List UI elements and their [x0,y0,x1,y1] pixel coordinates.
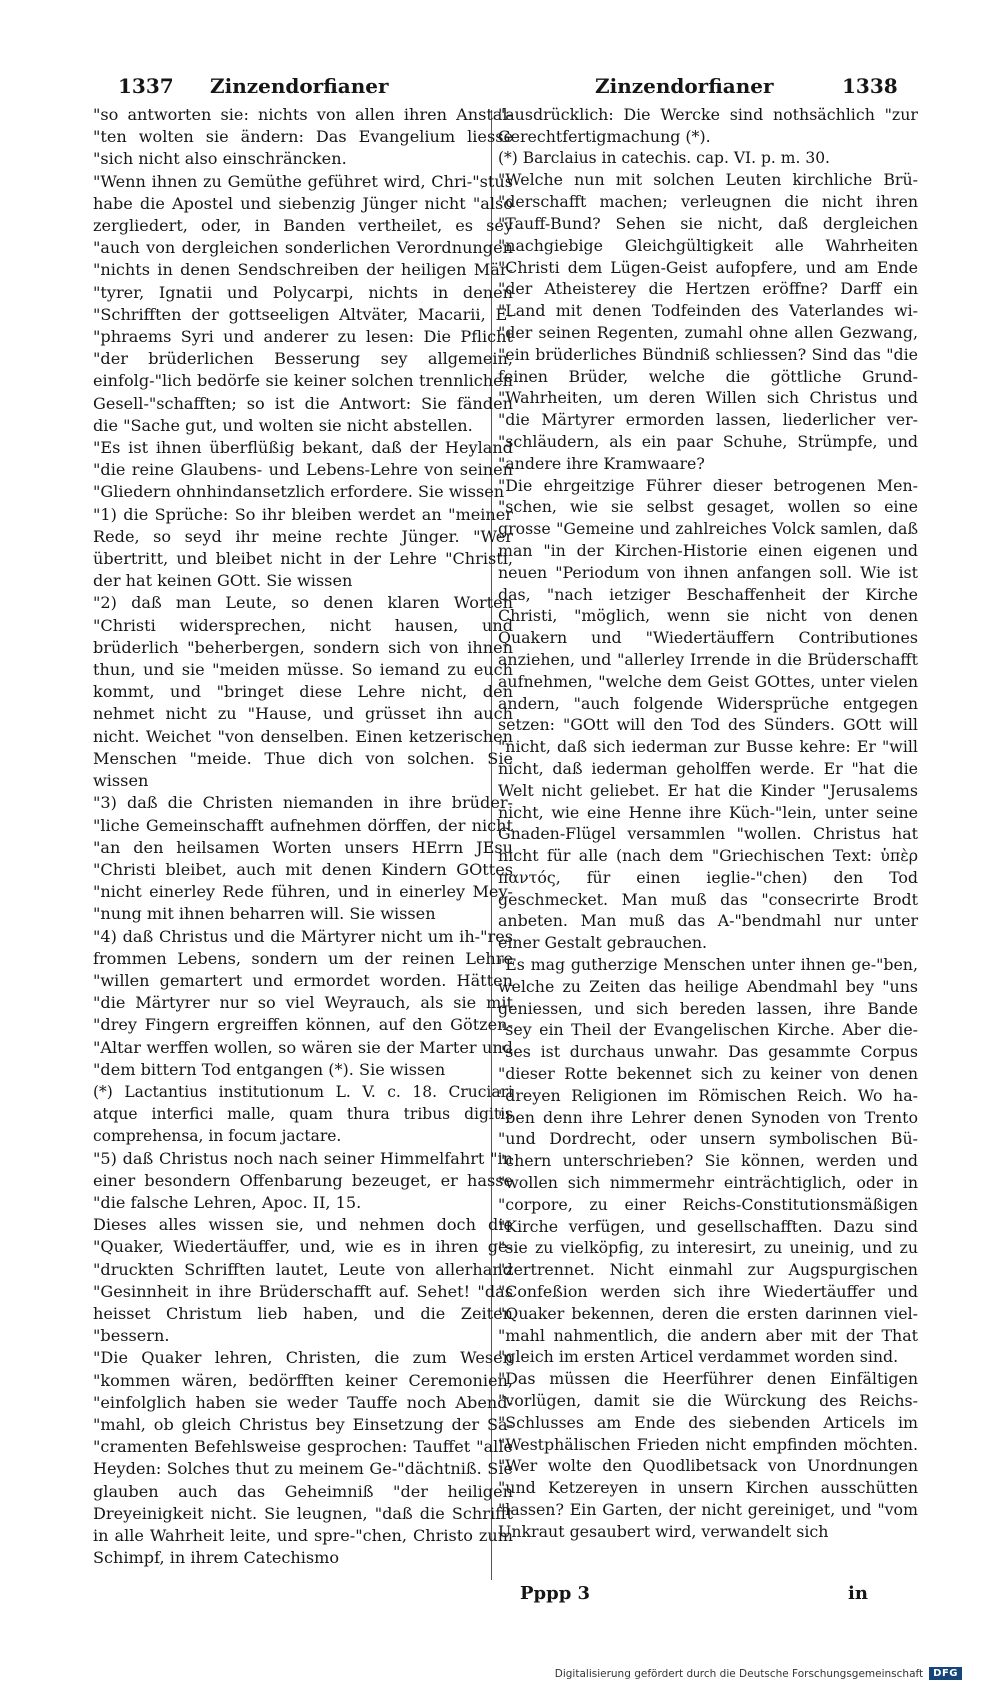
digitization-credit [555,1667,962,1680]
paragraph: "so antworten sie: nichts von allen ihren Anstal-"ten wolten sie ändern: Das Evangelium liesse "sich nicht also einschräncken. [93,105,513,169]
left-column [93,104,513,1569]
signature-mark: Pppp 3 [520,1583,591,1604]
catchword: in [848,1583,868,1604]
paragraph: "Welche nun mit solchen Leuten kirchliche Brü-"derschafft machen; verleugnen die nicht ihren "Tauff-Bund? Sehen sie nicht, daß dergleichen "nachgiebige Gleichgültigkeit alle Wahrheiten "Christi dem Lügen-Geist aufopfere, und am Ende "der Atheisterey die Hertzen eröffne? Darff ein "Land mit denen Todfeinden des Vaterlandes wi-"der seinen Regenten, zumahl ohne allen Gezwang, "ein brüderliches Bündniß schliessen? Sind das "die feinen Brüder, welche die göttliche Grund-"Wahrheiten, um deren Willen sich Christus und "die Märtyrer ermorden lassen, liederlicher ver-"schläudern, als ein paar Schuhe, Strümpfe, und "andere ihre Kramwaare? [498,170,918,473]
footnote: (*) Barclaius in catechis. cap. VI. p. m. 30. [498,148,830,167]
paragraph: "Es ist ihnen überflüßig bekant, daß der Heyland "die reine Glaubens- und Lebens-Lehre von seinen "Gliedern ohnhindansetzlich erfordere. Sie wissen [93,438,513,502]
left-running-title: Zinzendorfianer [210,74,389,98]
paragraph: "Es mag gutherzige Menschen unter ihnen ge-"ben, welche zu Zeiten das heilige Abendmahl bey "uns geniessen, und sich bereden lassen, ihre Bande "sey ein Theil der Evangelischen Kirche. Aber die-"ses ist durchaus unwahr. Das gesammte Corpus "dieser Rotte bekennet sich zu keiner von denen "dreyen Religionen im Römischen Reich. Wo ha-"ben denn ihre Lehrer denen Synoden von Trento "und Dordrecht, oder unsern symbolischen Bü-"chern unterschrieben? Sie können, werden und "wollen sich nimmermehr einträchtiglich, oder in "corpore, zu einer Reichs-Constitutionsmäßigen "Kirche verfügen, und gesellschafften. Dazu sind "sie zu vielköpfig, zu interesirt, zu uneinig, und zu "zertrennet. Nicht einmahl zur Augspurgischen "Confeßion werden sich ihre Wiedertäuffer und "Quaker bekennen, deren die ersten darinnen viel-"mahl nahmentlich, die andern aber mit der That "gleich im ersten Articel verdammet worden sind. [498,955,918,1367]
paragraph: "Die ehrgeitzige Führer dieser betrogenen Men-"schen, wie sie selbst gesaget, wollen so eine grosse "Gemeine und zahlreiches Volck samlen, daß man "in der Kirchen-Historie einen eigenen und neuen "Periodum von ihnen anfangen soll. Wie ist das, "nach ietziger Beschaffenheit der Kirche Christi, "möglich, wenn sie nicht von denen Quakern und "Wiedertäuffern Contributiones anziehen, und "allerley Irrende in die Brüderschafft aufnehmen, "welche dem Geist GOttes, unter vielen andern, "auch folgende Widersprüche entgegen setzen: "GOtt will den Tod des Sünders. GOtt will "nicht, daß sich iederman zur Busse kehre: Er "will nicht, daß iederman geholffen werde. Er "hat die Welt nicht geliebet. Er hat die Kinder "Jerusalems nicht, wie eine Henne ihre Küch-"lein, unter seine Gnaden-Flügel versammlen "wollen. Christus hat nicht für alle (nach dem "Griechischen Text: ὑπὲρ παντός, für einen ieglie-"chen) den Tod geschmecket. Man muß das "consecrirte Brodt anbeten. Man muß das A-"bendmahl nur unter einer Gestalt gebrauchen. [498,475,918,953]
credit-text: Digitalisierung gefördert durch die Deutsche Forschungsgemeinschaft [554,1667,924,1680]
footnote: (*) Lactantius institutionum L. V. c. 18. Cruciari atque interfici malle, quam thura tribus digitis comprehensa, in focum jactare. [93,1082,513,1146]
paragraph: "5) daß Christus noch nach seiner Himmelfahrt "in einer besondern Offenbarung bezeuget, er hasse "die falsche Lehren, Apoc. II, 15. [93,1148,513,1212]
left-page-number: 1337 [118,74,174,98]
dfg-logo: DFG [929,1667,962,1680]
paragraph: "ausdrücklich: Die Wercke sind nothsächlich "zur Gerechtfertigmachung (*). [498,105,918,146]
paragraph: "2) daß man Leute, so denen klaren Worten "Christi widersprechen, nicht hausen, und brüderlich "beherbergen, sondern sich von ihnen thun, und sie "meiden müsse. So iemand zu euch kommt, und "bringet diese Lehre nicht, den nehmet nicht zu "Hause, und grüsset ihn auch nicht. Weichet "von denselben. Einen ketzerischen Menschen "meide. Thue dich von solchen. Sie wissen [93,593,513,791]
paragraph: Dieses alles wissen sie, und nehmen doch die "Quaker, Wiedertäuffer, und, wie es in ihren ge-"druckten Schrifften lautet, Leute von allerhand "Gesinnheit in ihre Brüderschafft auf. Sehet! "das heisset Christum lieb haben, und die Zeiten "bessern. [93,1215,513,1346]
paragraph: "Die Quaker lehren, Christen, die zum Wesen "kommen wären, bedörfften keiner Ceremonien, "einfolglich haben sie weder Tauffe noch Abend-"mahl, ob gleich Christus bey Einsetzung der Sa-"cramenten Befehlsweise gesprochen: Tauffet "alle Heyden: Solches thut zu meinem Ge-"dächtniß. Sie glauben auch das Geheimniß "der heiligen Dreyeinigkeit nicht. Sie leugnen, "daß die Schrifft in alle Wahrheit leite, und spre-"chen, Christo zum Schimpf, in ihrem Catechismo [93,1348,513,1568]
paragraph: "1) die Sprüche: So ihr bleiben werdet an "meiner Rede, so seyd ihr meine rechte Jünger. "Wer übertritt, und bleibet nicht in der Lehre "Christi, der hat keinen GOtt. Sie wissen [93,504,513,591]
paragraph: "Wenn ihnen zu Gemüthe geführet wird, Chri-"stus habe die Apostel und siebenzig Jünger nicht "also zergliedert, oder, in Banden vertheilet, es sey "auch von dergleichen sonderlichen Verordnungen "nichts in denen Sendschreiben der heiligen Mär-"tyrer, Ignatii und Polycarpi, nichts in denen "Schrifften der gottseeligen Altväter, Macarii, E-"phraems Syri und anderer zu lesen: Die Pflicht "der brüderlichen Besserung sey allgemein, einfolg-"lich bedörfe sie keiner solchen trennlichen Gesell-"schafften; so ist die Antwort: Sie fänden die "Sache gut, und wolten sie nicht abstellen. [93,171,513,435]
right-column [498,104,918,1543]
right-running-title: Zinzendorfianer [595,74,774,98]
paragraph: "3) daß die Christen niemanden in ihre brüder-"liche Gemeinschafft aufnehmen dörffen, der nicht "an den heilsamen Worten unsers HErrn JEsu "Christi bleibet, auch mit denen Kindern GOttes "nicht einerley Rede führen, und in einerley Mey-"nung mit ihnen beharren will. Sie wissen [93,793,513,924]
right-page-number: 1338 [842,74,898,98]
paragraph: "Das müssen die Heerführer denen Einfältigen "vorlügen, damit sie die Würckung des Reichs-"Schlusses am Ende des siebenden Articels im "Westphälischen Frieden nicht empfinden möchten. "Wer wolte den Quodlibetsack von Unordnungen "und Ketzereyen in unsern Kirchen ausschütten "lassen? Ein Garten, der nicht gereiniget, und "vom Unkraut gesaubert wird, verwandelt sich [498,1369,918,1541]
paragraph: "4) daß Christus und die Märtyrer nicht um ih-"res frommen Lebens, sondern um der reinen Lehre "willen gemartert und ermordet worden. Hätten "die Märtyrer nur so viel Weyrauch, als sie mit "drey Fingern ergreiffen können, auf den Götzen-"Altar werffen wollen, so wären sie der Marter und "dem bittern Tod entgangen (*). Sie wissen [93,926,513,1079]
